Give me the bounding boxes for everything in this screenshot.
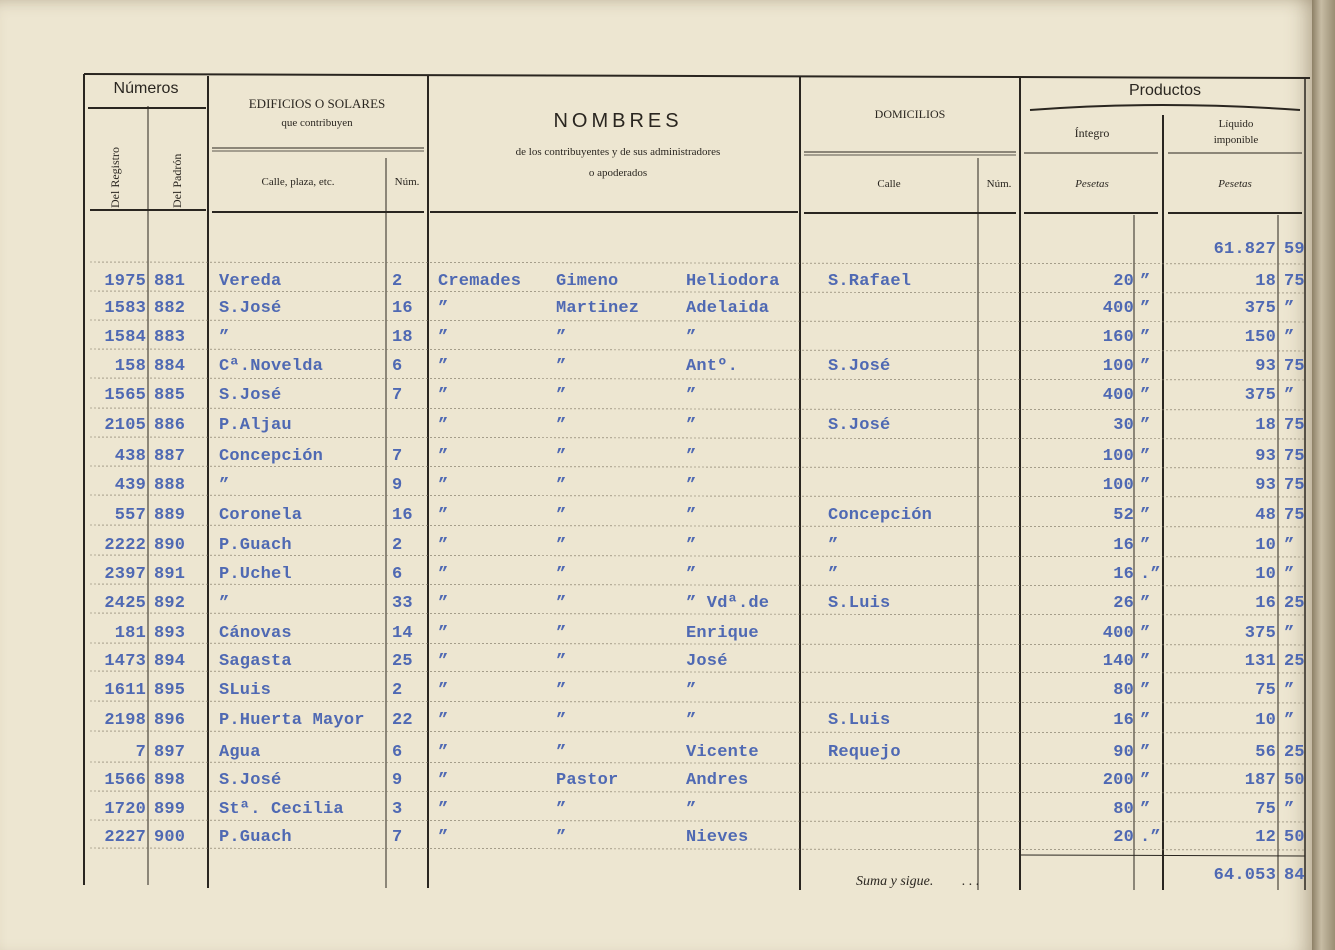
num-cell: 2	[392, 536, 403, 555]
dom-num-header: Núm.	[986, 178, 1012, 190]
liquido-pesetas-cell: 375	[1244, 624, 1276, 643]
integro-pesetas-cell: 16	[1113, 711, 1134, 730]
integro-centimos-cell: ”	[1140, 386, 1151, 405]
integro-pesetas-cell: 16	[1113, 536, 1134, 555]
apellido1-cell: ”	[438, 476, 449, 495]
calle-cell: Sagasta	[219, 652, 292, 671]
registro-cell: 557	[114, 506, 146, 525]
num-cell: 18	[392, 328, 413, 347]
nombre-cell: Adelaida	[686, 299, 770, 318]
registro-cell: 7	[135, 743, 146, 762]
liquido-pesetas-cell: 10	[1255, 711, 1276, 730]
liquido-pesetas-cell: 131	[1244, 652, 1276, 671]
domicilio-calle-cell: S.Rafael	[828, 272, 912, 291]
liquido-pesetas-cell: 93	[1255, 476, 1276, 495]
productos-header: Productos	[1128, 82, 1202, 99]
suma-dots: . . .	[962, 874, 980, 889]
nombre-cell: ”	[686, 681, 697, 700]
calle-cell: S.José	[219, 299, 282, 318]
integro-pesetas-cell: 20	[1113, 828, 1134, 847]
apellido2-cell: ”	[556, 594, 567, 613]
apellido1-cell: ”	[438, 828, 449, 847]
liquido-centimos-cell: ”	[1284, 565, 1295, 584]
nombre-cell: Heliodora	[686, 272, 780, 291]
calle-cell: Coronela	[219, 506, 303, 525]
calle-cell: P.Guach	[219, 828, 292, 847]
dom-calle-header: Calle	[877, 178, 901, 190]
integro-centimos-cell: ”	[1140, 681, 1151, 700]
liquido-pesetas-cell: 150	[1244, 328, 1276, 347]
nombre-cell: ”	[686, 800, 697, 819]
apellido1-cell: ”	[438, 681, 449, 700]
padron-cell: 896	[154, 711, 186, 730]
integro-pesetas-cell: 80	[1113, 681, 1134, 700]
integro-centimos-cell: ”	[1140, 447, 1151, 466]
total-centimos: 84	[1284, 866, 1305, 885]
apellido1-cell: ”	[438, 800, 449, 819]
apellido2-cell: ”	[556, 800, 567, 819]
apellido1-cell: ”	[438, 711, 449, 730]
calle-cell: Agua	[219, 743, 261, 762]
liquido-centimos-cell: 50	[1284, 771, 1305, 790]
pesetas-liquido-header: Pesetas	[1218, 178, 1252, 190]
nombres-header: NOMBRES	[553, 110, 683, 132]
liquido-centimos-cell: 75	[1284, 447, 1305, 466]
nombre-cell: Antº.	[686, 357, 739, 376]
liquido-centimos-cell: ”	[1284, 386, 1295, 405]
suma-label: Suma y sigue.	[856, 874, 934, 889]
liquido-pesetas-cell: 75	[1255, 681, 1276, 700]
integro-centimos-cell: .”	[1140, 828, 1161, 847]
apellido2-cell: ”	[556, 447, 567, 466]
padron-cell: 887	[154, 447, 186, 466]
padron-cell: 882	[154, 299, 186, 318]
liquido-centimos-cell: ”	[1284, 624, 1295, 643]
nombre-cell: ”	[686, 447, 697, 466]
liquido-centimos-cell: 50	[1284, 828, 1305, 847]
liquido-centimos-cell: ”	[1284, 328, 1295, 347]
nombre-cell: ”	[686, 386, 697, 405]
nombre-cell: ”	[686, 476, 697, 495]
registro-cell: 439	[114, 476, 146, 495]
registro-cell: 2105	[104, 416, 146, 435]
liquido-pesetas-cell: 93	[1255, 357, 1276, 376]
nombre-cell: ”	[686, 711, 697, 730]
num-cell: 6	[392, 565, 403, 584]
liquido-pesetas-cell: 16	[1255, 594, 1276, 613]
registro-cell: 2397	[104, 565, 146, 584]
padron-cell: 891	[154, 565, 186, 584]
del-padron-header: Del Padrón	[170, 153, 184, 208]
liquido-pesetas-cell: 10	[1255, 536, 1276, 555]
integro-pesetas-cell: 160	[1102, 328, 1134, 347]
integro-centimos-cell: ”	[1140, 771, 1151, 790]
calle-cell: SLuis	[219, 681, 272, 700]
nombre-cell: José	[686, 652, 728, 671]
liquido-centimos-cell: ”	[1284, 299, 1295, 318]
apellido1-cell: ”	[438, 624, 449, 643]
liquido-pesetas-cell: 18	[1255, 272, 1276, 291]
calle-cell: ”	[219, 328, 230, 347]
padron-cell: 884	[154, 357, 186, 376]
apellido2-cell: ”	[556, 743, 567, 762]
apellido2-cell: Gimeno	[556, 272, 619, 291]
integro-pesetas-cell: 100	[1102, 476, 1134, 495]
registro-cell: 2198	[104, 711, 146, 730]
apellido2-cell: ”	[556, 328, 567, 347]
calle-cell: Cánovas	[219, 624, 292, 643]
num-cell: 16	[392, 299, 413, 318]
registro-cell: 2425	[104, 594, 146, 613]
registro-cell: 1584	[104, 328, 146, 347]
integro-centimos-cell: ”	[1140, 652, 1151, 671]
apellido2-cell: ”	[556, 357, 567, 376]
apellido1-cell: ”	[438, 536, 449, 555]
padron-cell: 889	[154, 506, 186, 525]
integro-pesetas-cell: 400	[1102, 386, 1134, 405]
liquido-centimos-cell: ”	[1284, 800, 1295, 819]
num-cell: 2	[392, 272, 403, 291]
nombre-cell: ”	[686, 416, 697, 435]
integro-centimos-cell: ”	[1140, 357, 1151, 376]
num-cell: 25	[392, 652, 413, 671]
nombre-cell: ”	[686, 565, 697, 584]
registro-cell: 1583	[104, 299, 146, 318]
apellido2-cell: ”	[556, 711, 567, 730]
registro-cell: 1611	[104, 681, 146, 700]
domicilio-calle-cell: S.Luis	[828, 711, 891, 730]
liquido-pesetas-cell: 187	[1244, 771, 1276, 790]
liquido-centimos-cell: 75	[1284, 506, 1305, 525]
pesetas-integro-header: Pesetas	[1075, 178, 1109, 190]
liquido-centimos-cell: ”	[1284, 536, 1295, 555]
liquido-pesetas-cell: 12	[1255, 828, 1276, 847]
apellido2-cell: ”	[556, 828, 567, 847]
liquido-pesetas-cell: 56	[1255, 743, 1276, 762]
integro-centimos-cell: ”	[1140, 506, 1151, 525]
num-cell: 22	[392, 711, 413, 730]
num-cell: 9	[392, 771, 403, 790]
liquido-centimos-cell: 25	[1284, 743, 1305, 762]
padron-cell: 893	[154, 624, 186, 643]
edificios-header: EDIFICIOS O SOLARES	[248, 96, 386, 111]
apellido2-cell: ”	[556, 681, 567, 700]
liquido-pesetas-cell: 18	[1255, 416, 1276, 435]
num-cell: 16	[392, 506, 413, 525]
padron-cell: 900	[154, 828, 186, 847]
liquido-pesetas-cell: 75	[1255, 800, 1276, 819]
registro-cell: 181	[114, 624, 146, 643]
integro-pesetas-cell: 26	[1113, 594, 1134, 613]
apellido2-cell: ”	[556, 416, 567, 435]
calle-cell: Stª. Cecilia	[219, 800, 344, 819]
registro-cell: 1565	[104, 386, 146, 405]
registro-cell: 1975	[104, 272, 146, 291]
carry-forward-pesetas: 61.827	[1213, 240, 1276, 259]
nombre-cell: Vicente	[686, 743, 759, 762]
padron-cell: 895	[154, 681, 186, 700]
apellido1-cell: Cremades	[438, 272, 522, 291]
liquido-centimos-cell: 25	[1284, 652, 1305, 671]
domicilio-calle-cell: S.Luis	[828, 594, 891, 613]
integro-pesetas-cell: 100	[1102, 357, 1134, 376]
num-cell: 3	[392, 800, 403, 819]
domicilio-calle-cell: Requejo	[828, 743, 901, 762]
registro-cell: 1566	[104, 771, 146, 790]
num-header: Núm.	[394, 176, 420, 188]
apellido1-cell: ”	[438, 771, 449, 790]
apellido2-cell: Martinez	[556, 299, 640, 318]
calle-cell: Cª.Novelda	[219, 357, 324, 376]
apellido1-cell: ”	[438, 565, 449, 584]
liquido-pesetas-cell: 10	[1255, 565, 1276, 584]
domicilios-header: DOMICILIOS	[874, 107, 946, 121]
padron-cell: 897	[154, 743, 186, 762]
calle-cell: P.Aljau	[219, 416, 292, 435]
liquido-centimos-cell: 75	[1284, 416, 1305, 435]
liquido-header: Líquido imponible	[1213, 118, 1259, 146]
nombres-sub1: de los contribuyentes y de sus administradores	[515, 146, 721, 158]
registro-cell: 1720	[104, 800, 146, 819]
registro-cell: 1473	[104, 652, 146, 671]
padron-cell: 898	[154, 771, 186, 790]
apellido1-cell: ”	[438, 299, 449, 318]
calle-cell: P.Uchel	[219, 565, 292, 584]
nombre-cell: ”	[686, 328, 697, 347]
apellido2-cell: ”	[556, 624, 567, 643]
calle-plaza-header: Calle, plaza, etc.	[261, 176, 335, 188]
nombre-cell: ”	[686, 536, 697, 555]
liquido-pesetas-cell: 375	[1244, 386, 1276, 405]
padron-cell: 899	[154, 800, 186, 819]
domicilio-calle-cell: ”	[828, 565, 839, 584]
liquido-pesetas-cell: 48	[1255, 506, 1276, 525]
nombre-cell: ”	[686, 506, 697, 525]
nombre-cell: Nieves	[686, 828, 749, 847]
integro-pesetas-cell: 400	[1102, 299, 1134, 318]
integro-centimos-cell: ”	[1140, 299, 1151, 318]
apellido2-cell: ”	[556, 386, 567, 405]
apellido1-cell: ”	[438, 328, 449, 347]
integro-centimos-cell: ”	[1140, 711, 1151, 730]
num-cell: 2	[392, 681, 403, 700]
integro-centimos-cell: ”	[1140, 476, 1151, 495]
integro-centimos-cell: .”	[1140, 565, 1161, 584]
domicilio-calle-cell: S.José	[828, 416, 891, 435]
apellido1-cell: ”	[438, 594, 449, 613]
nombre-cell: Andres	[686, 771, 749, 790]
apellido1-cell: ”	[438, 416, 449, 435]
num-cell: 7	[392, 386, 403, 405]
apellido1-cell: ”	[438, 357, 449, 376]
integro-pesetas-cell: 80	[1113, 800, 1134, 819]
apellido1-cell: ”	[438, 386, 449, 405]
integro-centimos-cell: ”	[1140, 800, 1151, 819]
calle-cell: P.Huerta Mayor	[219, 711, 365, 730]
integro-centimos-cell: ”	[1140, 416, 1151, 435]
nombres-sub2: o apoderados	[588, 167, 648, 179]
calle-cell: P.Guach	[219, 536, 292, 555]
num-cell: 9	[392, 476, 403, 495]
integro-pesetas-cell: 90	[1113, 743, 1134, 762]
apellido1-cell: ”	[438, 506, 449, 525]
padron-cell: 892	[154, 594, 186, 613]
padron-cell: 881	[154, 272, 186, 291]
apellido2-cell: ”	[556, 506, 567, 525]
liquido-centimos-cell: 75	[1284, 272, 1305, 291]
integro-header: Íntegro	[1074, 126, 1110, 140]
apellido2-cell: ”	[556, 565, 567, 584]
num-cell: 14	[392, 624, 413, 643]
liquido-pesetas-cell: 375	[1244, 299, 1276, 318]
liquido-centimos-cell: ”	[1284, 711, 1295, 730]
calle-cell: ”	[219, 594, 230, 613]
integro-centimos-cell: ”	[1140, 743, 1151, 762]
integro-centimos-cell: ”	[1140, 536, 1151, 555]
integro-pesetas-cell: 20	[1113, 272, 1134, 291]
num-cell: 6	[392, 743, 403, 762]
integro-pesetas-cell: 52	[1113, 506, 1134, 525]
integro-pesetas-cell: 400	[1102, 624, 1134, 643]
total-pesetas: 64.053	[1213, 866, 1276, 885]
apellido1-cell: ”	[438, 743, 449, 762]
integro-pesetas-cell: 200	[1102, 771, 1134, 790]
num-cell: 6	[392, 357, 403, 376]
nombre-cell: Enrique	[686, 624, 759, 643]
num-cell: 7	[392, 828, 403, 847]
registro-cell: 158	[114, 357, 146, 376]
numeros-header: Números	[113, 80, 179, 97]
padron-cell: 886	[154, 416, 186, 435]
padron-cell: 885	[154, 386, 186, 405]
apellido1-cell: ”	[438, 447, 449, 466]
padron-cell: 883	[154, 328, 186, 347]
integro-centimos-cell: ”	[1140, 328, 1151, 347]
num-cell: 7	[392, 447, 403, 466]
integro-pesetas-cell: 140	[1102, 652, 1134, 671]
padron-cell: 890	[154, 536, 186, 555]
integro-centimos-cell: ”	[1140, 272, 1151, 291]
calle-cell: S.José	[219, 386, 282, 405]
num-cell: 33	[392, 594, 413, 613]
apellido2-cell: Pastor	[556, 771, 619, 790]
carry-forward-centimos: 59	[1284, 240, 1305, 259]
del-registro-header: Del Registro	[108, 147, 122, 208]
integro-centimos-cell: ”	[1140, 624, 1151, 643]
registro-cell: 438	[114, 447, 146, 466]
domicilio-calle-cell: Concepción	[828, 506, 933, 525]
nombre-cell: ” Vdª.de	[686, 594, 770, 613]
padron-cell: 894	[154, 652, 186, 671]
padron-cell: 888	[154, 476, 186, 495]
calle-cell: Vereda	[219, 272, 282, 291]
integro-centimos-cell: ”	[1140, 594, 1151, 613]
domicilio-calle-cell: S.José	[828, 357, 891, 376]
liquido-centimos-cell: 25	[1284, 594, 1305, 613]
apellido2-cell: ”	[556, 476, 567, 495]
registro-cell: 2227	[104, 828, 146, 847]
apellido2-cell: ”	[556, 652, 567, 671]
apellido2-cell: ”	[556, 536, 567, 555]
liquido-centimos-cell: 75	[1284, 357, 1305, 376]
liquido-pesetas-cell: 93	[1255, 447, 1276, 466]
domicilio-calle-cell: ”	[828, 536, 839, 555]
apellido1-cell: ”	[438, 652, 449, 671]
liquido-centimos-cell: ”	[1284, 681, 1295, 700]
liquido-centimos-cell: 75	[1284, 476, 1305, 495]
integro-pesetas-cell: 30	[1113, 416, 1134, 435]
calle-cell: Concepción	[219, 447, 324, 466]
calle-cell: ”	[219, 476, 230, 495]
calle-cell: S.José	[219, 771, 282, 790]
integro-pesetas-cell: 16	[1113, 565, 1134, 584]
edificios-subheader: que contribuyen	[281, 117, 353, 129]
registro-cell: 2222	[104, 536, 146, 555]
integro-pesetas-cell: 100	[1102, 447, 1134, 466]
